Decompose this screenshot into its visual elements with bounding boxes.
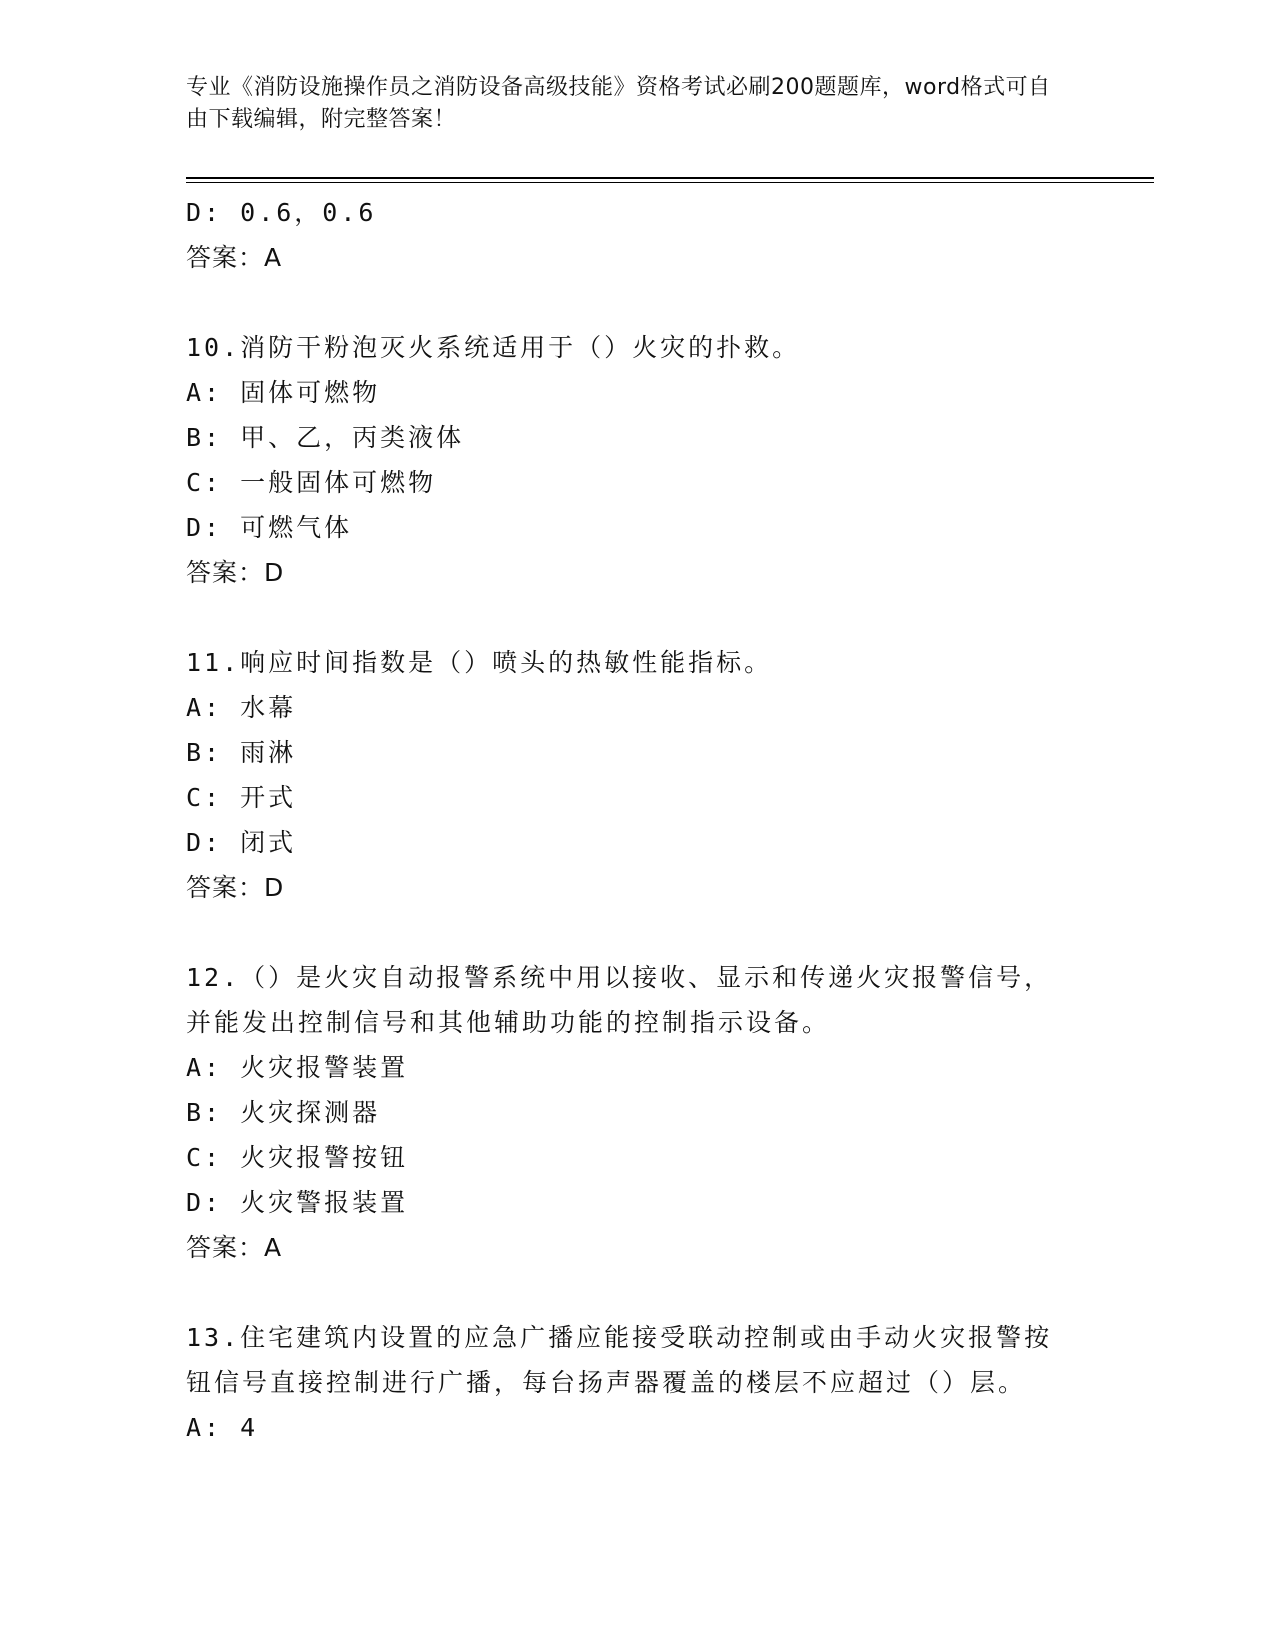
question-text: 12.（）是火灾自动报警系统中用以接收、显示和传递火灾报警信号，并能发出控制信号和其他辅助功能的控制指示设备。 [186,963,1053,1037]
header-rule-thick [186,177,1154,179]
question-content [186,190,1086,1450]
option-a: A: 水幕 [186,693,297,722]
question-text: 10.消防干粉泡灭火系统适用于（）火灾的扑救。 [186,333,801,362]
option-b: B: 雨淋 [186,738,297,767]
spacer [186,280,1086,325]
question-13 [186,1315,1086,1450]
option-b: B: 甲、乙，丙类液体 [186,423,465,452]
answer-line: 答案：D [186,558,285,587]
option-c: C: 开式 [186,783,297,812]
option-d: D: 闭式 [186,828,297,857]
answer-line: 答案：A [186,1233,283,1262]
answer-line: 答案：D [186,873,285,902]
option-c: C: 火灾报警按钮 [186,1143,409,1172]
option-a: A: 火灾报警装置 [186,1053,409,1082]
option-a: A: 固体可燃物 [186,378,381,407]
option-a: A: 4 [186,1413,259,1442]
question-text: 13.住宅建筑内设置的应急广播应能接受联动控制或由手动火灾报警按钮信号直接控制进行广播，每台扬声器覆盖的楼层不应超过（）层。 [186,1323,1053,1397]
spacer [186,595,1086,640]
option-b: B: 火灾探测器 [186,1098,381,1127]
option-d: D: 火灾警报装置 [186,1188,409,1217]
question-12 [186,955,1086,1270]
option-c: C: 一般固体可燃物 [186,468,437,497]
option-d: D: 0.6，0.6 [186,198,377,227]
header-rule-thin [186,182,1154,183]
option-d: D: 可燃气体 [186,513,353,542]
spacer [186,910,1086,955]
spacer [186,1270,1086,1315]
question-10 [186,325,1086,595]
answer-line: 答案：A [186,243,283,272]
document-header: 专业《消防设施操作员之消防设备高级技能》资格考试必刷200题题库，word格式可自由下载编辑，附完整答案！ [186,75,1051,132]
question-text: 11.响应时间指数是（）喷头的热敏性能指标。 [186,648,773,677]
question-11 [186,640,1086,910]
